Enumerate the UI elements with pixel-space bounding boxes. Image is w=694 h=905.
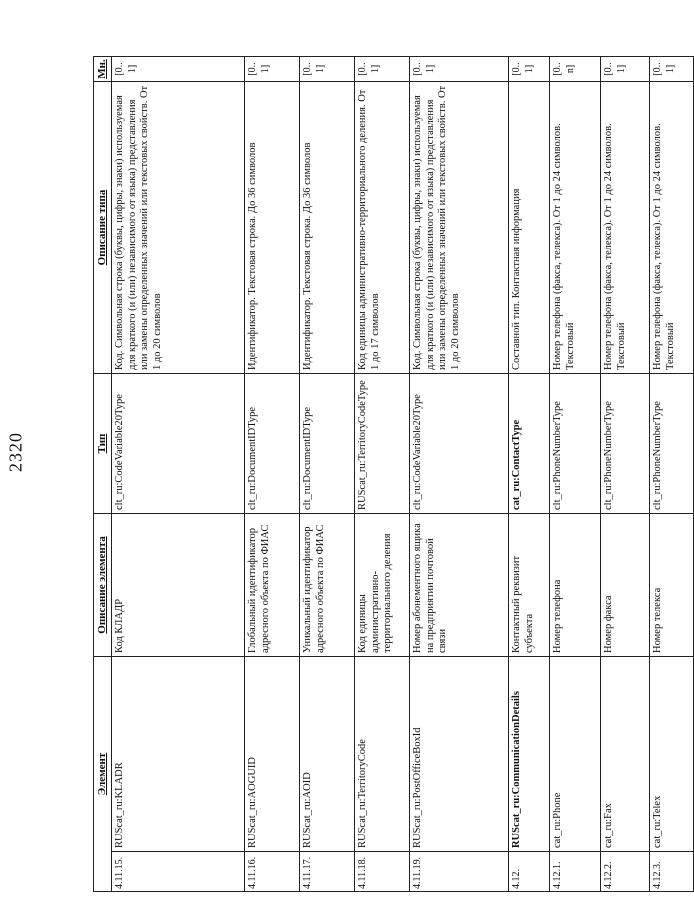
- table-body: [112, 57, 694, 892]
- header-type: Тип: [94, 374, 112, 514]
- row-element-description: Код КЛАДР: [112, 514, 245, 657]
- table-row: [245, 57, 300, 892]
- row-element-description: Номер абонементного ящика на предприятии почтовой связи: [410, 514, 509, 657]
- row-element-description: Номер телефона: [550, 514, 601, 657]
- page-number: 2320: [5, 432, 26, 472]
- row-multiplicity: [0..1]: [410, 57, 509, 82]
- row-number: 4.11.17.: [300, 852, 355, 892]
- elements-table: [93, 56, 694, 892]
- table-header-row: [94, 57, 112, 892]
- row-number: 4.11.16.: [245, 852, 300, 892]
- row-type: RUScat_ru:TerritoryCodeType: [355, 374, 410, 514]
- row-type-description: Составной тип. Контактная информация: [509, 82, 550, 374]
- row-element-description: Контактный реквизит субъекта: [509, 514, 550, 657]
- row-multiplicity: [0..1]: [509, 57, 550, 82]
- row-element: RUScat_ru:CommunicationDetails: [509, 657, 550, 852]
- row-element: RUScat_ru:KLADR: [112, 657, 245, 852]
- row-element-description: Глобальный идентификатор адресного объекта по ФИАС: [245, 514, 300, 657]
- row-element: cat_ru:Phone: [550, 657, 601, 852]
- table-container: [93, 57, 676, 892]
- table-row: [650, 57, 694, 892]
- row-type-description: Код. Символьная строка (буквы, цифры, знаки) используемая для краткого (и (или) независимого от языка) представления или замены определенных значений или текстовых свойств. От 1 до 20 символов: [112, 82, 245, 374]
- row-element: cat_ru:Telex: [650, 657, 694, 852]
- row-type: clt_ru:PhoneNumberType: [650, 374, 694, 514]
- row-number: 4.12.3.: [650, 852, 694, 892]
- row-type: clt_ru:CodeVariable20Type: [112, 374, 245, 514]
- row-number: 4.11.15.: [112, 852, 245, 892]
- row-type: clt_ru:DocumentIDType: [245, 374, 300, 514]
- row-element: RUScat_ru:PostOfficeBoxId: [410, 657, 509, 852]
- row-number: 4.12.2.: [601, 852, 650, 892]
- table-row: [410, 57, 509, 892]
- row-element: RUScat_ru:AOGUID: [245, 657, 300, 852]
- header-mn: Мн.: [94, 57, 112, 82]
- row-type-description: Код. Символьная строка (буквы, цифры, знаки) используемая для краткого (и (или) независимого от языка) представления или замены определенных значений или текстовых свойств. От 1 до 20 символов: [410, 82, 509, 374]
- row-element: cat_ru:Fax: [601, 657, 650, 852]
- header-type-description: Описание типа: [94, 82, 112, 374]
- row-number: 4.11.19.: [410, 852, 509, 892]
- table-row: [601, 57, 650, 892]
- row-element-description: Уникальный идентификатор адресного объекта по ФИАС: [300, 514, 355, 657]
- row-type-description: Номер телефона (факса, телекса). От 1 до 24 символов. Текстовый: [550, 82, 601, 374]
- row-type: clt_ru:PhoneNumberType: [601, 374, 650, 514]
- row-type-description: Номер телефона (факса, телекса). От 1 до 24 символов. Текстовый: [650, 82, 694, 374]
- row-type-description: Идентификатор. Текстовая строка. До 36 символов: [245, 82, 300, 374]
- row-element: RUScat_ru:TerritoryCode: [355, 657, 410, 852]
- row-multiplicity: [0..1]: [355, 57, 410, 82]
- row-multiplicity: [0..1]: [300, 57, 355, 82]
- row-type: clt_ru:PhoneNumberType: [550, 374, 601, 514]
- row-type: clt_ru:CodeVariable20Type: [410, 374, 509, 514]
- header-element: Элемент: [94, 657, 112, 892]
- row-multiplicity: [0..1]: [112, 57, 245, 82]
- table-row: [509, 57, 550, 892]
- row-multiplicity: [0..n]: [550, 57, 601, 82]
- row-type: clt_ru:DocumentIDType: [300, 374, 355, 514]
- table-row: [550, 57, 601, 892]
- row-element-description: Код единицы административно-территориального деления: [355, 514, 410, 657]
- row-type-description: Идентификатор. Текстовая строка. До 36 символов: [300, 82, 355, 374]
- row-element-description: Номер факса: [601, 514, 650, 657]
- row-type-description: Код единицы административно-территориального деления. От 1 до 17 символов: [355, 82, 410, 374]
- row-number: 4.12.: [509, 852, 550, 892]
- row-number: 4.11.18.: [355, 852, 410, 892]
- row-multiplicity: [0..1]: [245, 57, 300, 82]
- row-element-description: Номер телекса: [650, 514, 694, 657]
- row-type-description: Номер телефона (факса, телекса). От 1 до 24 символов. Текстовый: [601, 82, 650, 374]
- table-row: [355, 57, 410, 892]
- header-element-description: Описание элемента: [94, 514, 112, 657]
- row-multiplicity: [0..1]: [601, 57, 650, 82]
- row-number: 4.12.1.: [550, 852, 601, 892]
- table-row: [112, 57, 245, 892]
- row-type: cat_ru:ContactType: [509, 374, 550, 514]
- table-row: [300, 57, 355, 892]
- row-multiplicity: [0..1]: [650, 57, 694, 82]
- row-element: RUScat_ru:AOID: [300, 657, 355, 852]
